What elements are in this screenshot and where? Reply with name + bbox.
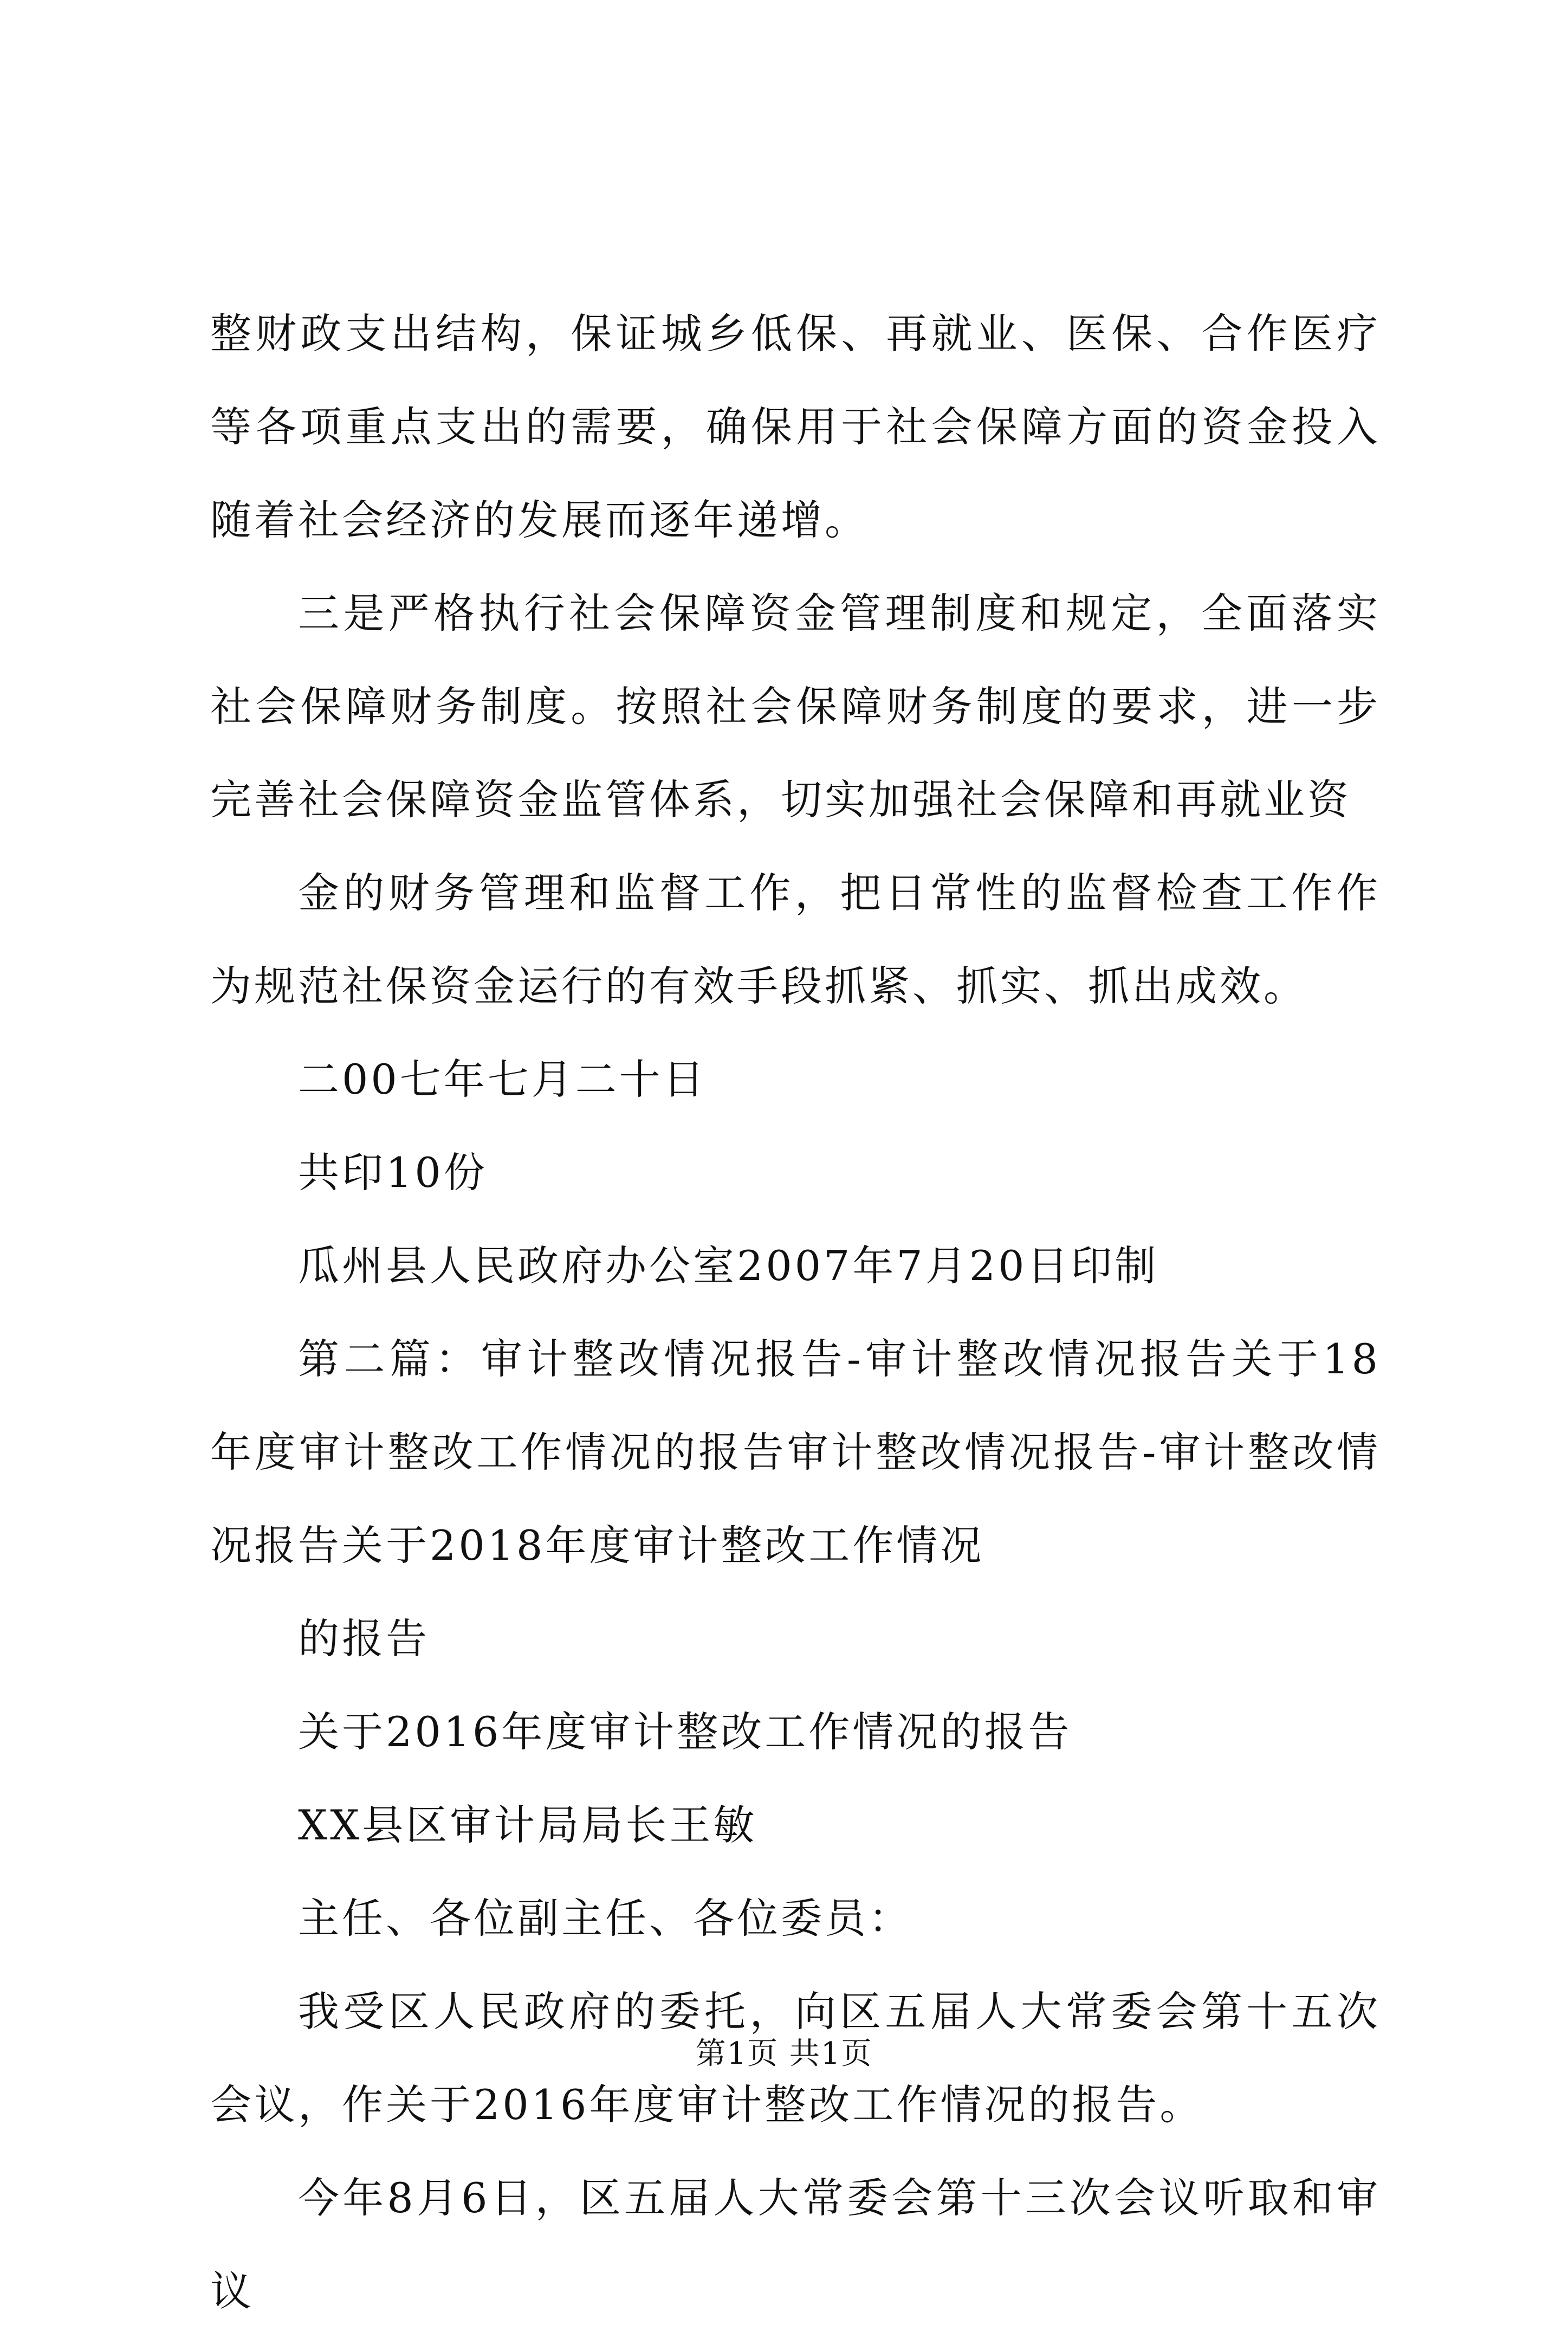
page-footer: 第1页 共1页 [695, 2036, 873, 2071]
paragraph-meeting: 今年8月6日，区五届人大常委会第十三次会议听取和审议 [210, 2174, 1381, 2315]
paragraph-point-three: 三是严格执行社会保障资金管理制度和规定，全面落实社会保障财务制度。按照社会保障财务制度的要求，进一步完善社会保障资金监管体系，切实加强社会保障和再就业资 [210, 589, 1381, 824]
date-line: 二00七年七月二十日 [298, 1055, 707, 1103]
paragraph-financial-supervision: 金的财务管理和监督工作，把日常性的监督检查工作作为规范社保资金运行的有效手段抓紧、抓实、抓出成效。 [210, 869, 1381, 1010]
issuer-line: 瓜州县人民政府办公室2007年7月20日印制 [298, 1242, 1159, 1290]
paragraph-budget-structure: 整财政支出结构，保证城乡低保、再就业、医保、合作医疗等各项重点支出的需要，确保用于社会保障方面的资金投入随着社会经济的发展而逐年递增。 [210, 309, 1381, 544]
section-two-heading: 第二篇：审计整改情况报告-审计整改情况报告关于18年度审计整改工作情况的报告审计整改情况报告-审计整改情况报告关于2018年度审计整改工作情况 [210, 1335, 1381, 1570]
report-author: XX县区审计局局长王敏 [298, 1801, 757, 1849]
salutation: 主任、各位副主任、各位委员： [298, 1894, 912, 1942]
paragraph-commission: 我受区人民政府的委托，向区五届人大常委会第十五次会议，作关于2016年度审计整改工作情况的报告。 [210, 1987, 1381, 2129]
section-two-heading-continued: 的报告 [298, 1614, 430, 1663]
report-title: 关于2016年度审计整改工作情况的报告 [298, 1708, 1072, 1756]
print-count: 共印10份 [298, 1148, 488, 1197]
